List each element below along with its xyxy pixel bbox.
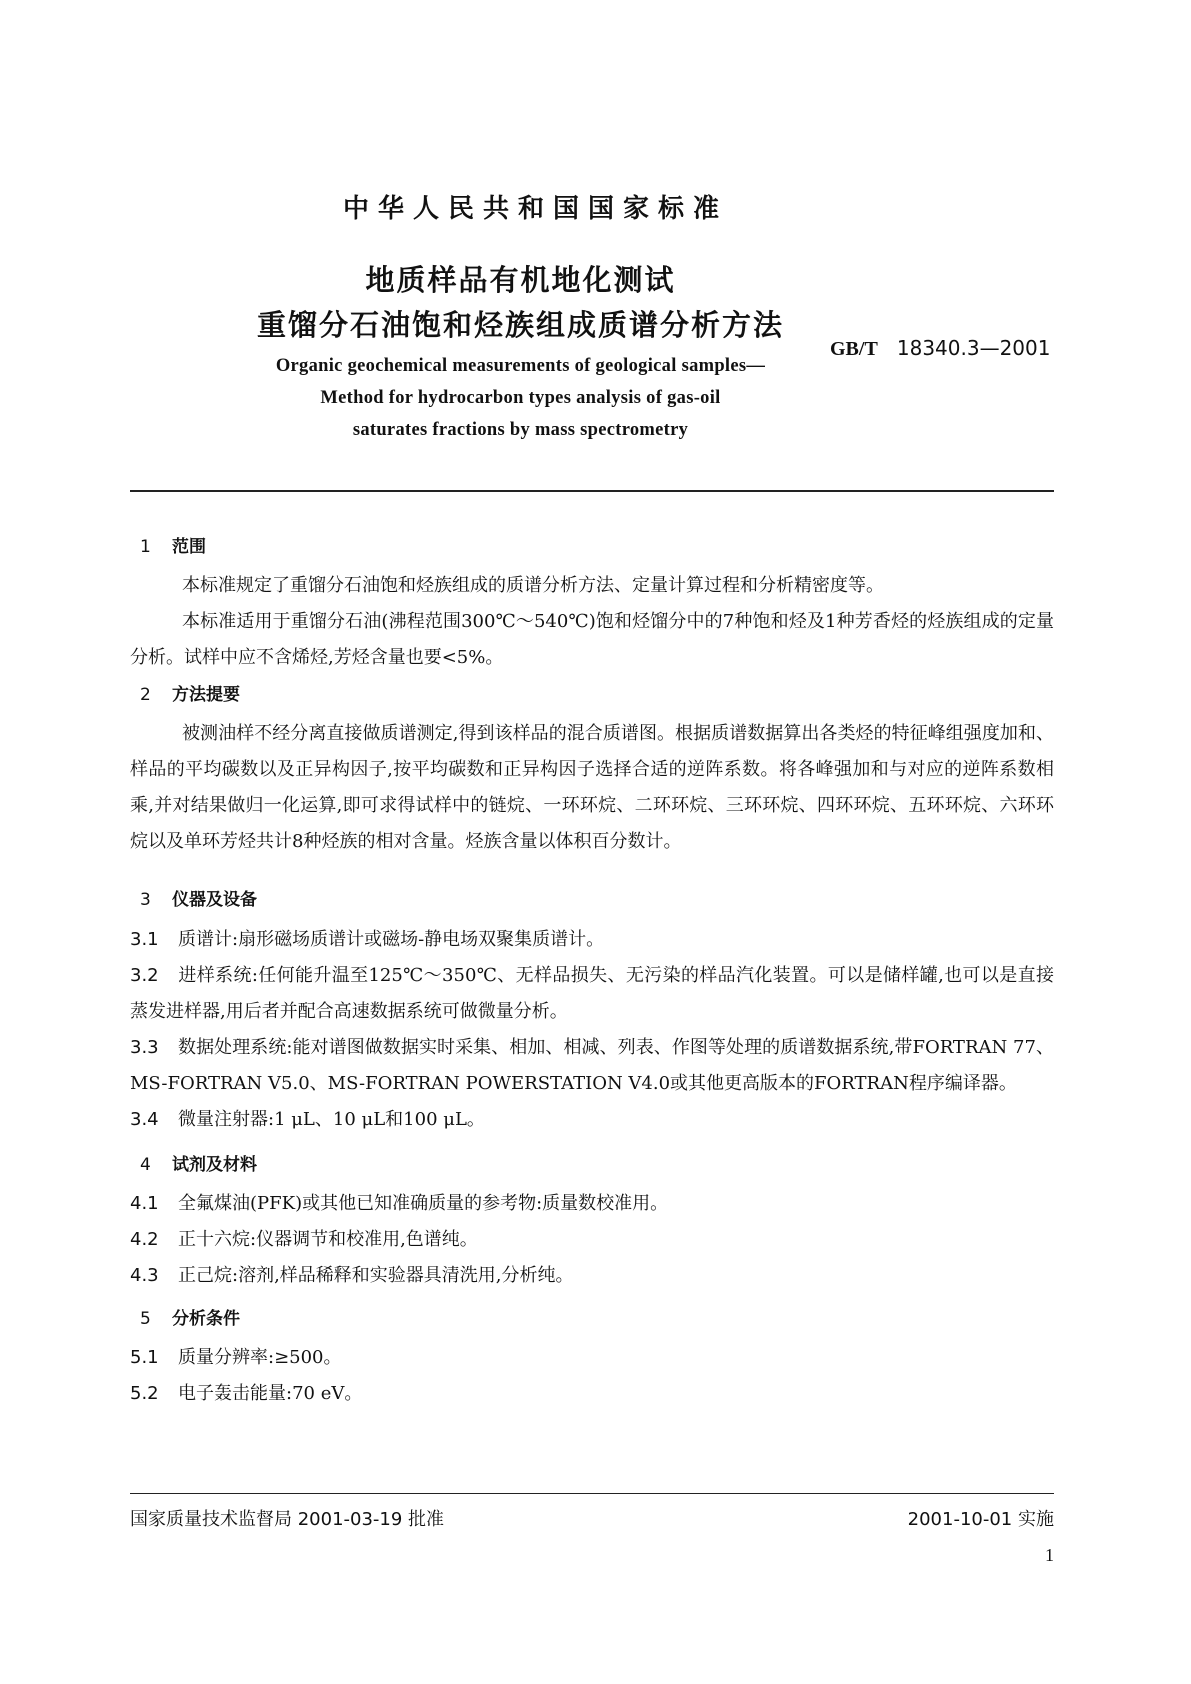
clause-number: 3.3 [130, 1037, 159, 1058]
section-number: 4 [140, 1155, 151, 1175]
page-number: 1 [1045, 1545, 1054, 1565]
section-title: 方法提要 [172, 685, 240, 705]
title-en-line2: Method for hydrocarbon types analysis of gas-oil [320, 388, 721, 408]
section-title: 分析条件 [172, 1309, 240, 1329]
clause-3-1 [130, 922, 1054, 958]
clause-3-4 [130, 1102, 1054, 1138]
section-3-heading [140, 885, 257, 910]
title-en-line1: Organic geochemical measurements of geological samples— [275, 356, 766, 376]
section-4-heading [140, 1150, 257, 1175]
clause-number: 3.2 [130, 965, 159, 986]
section-1-heading [140, 532, 206, 557]
section-number: 5 [140, 1309, 151, 1329]
section-2-heading [140, 680, 240, 705]
clause-4-3 [130, 1258, 1054, 1294]
clause-number: 4.3 [130, 1265, 159, 1286]
section-5-heading [140, 1304, 240, 1329]
clause-text: 质谱计:扇形磁场质谱计或磁场-静电场双聚集质谱计。 [178, 929, 605, 950]
title-en-line3: saturates fractions by mass spectrometry [352, 420, 689, 440]
section-number: 3 [140, 890, 151, 910]
clause-number: 3.1 [130, 929, 159, 950]
clause-5-2 [130, 1376, 1054, 1412]
section-1-paragraph-2: 本标准适用于重馏分石油(沸程范围300℃～540℃)饱和烃馏分中的7种饱和烃及1种芳香烃的烃族组成的定量分析。试样中应不含烯烃,芳烃含量也要<5%。 [130, 611, 1054, 668]
clause-number: 5.2 [130, 1383, 159, 1404]
clause-number: 4.1 [130, 1193, 159, 1214]
section-title: 试剂及材料 [172, 1155, 257, 1175]
clause-text: 电子轰击能量:70 eV。 [178, 1383, 363, 1404]
header-divider [130, 490, 1054, 492]
clause-text: 正己烷:溶剂,样品稀释和实验器具清洗用,分析纯。 [178, 1265, 574, 1286]
section-number: 1 [140, 537, 151, 557]
title-cn-line2: 重馏分石油饱和烃族组成质谱分析方法 [256, 308, 784, 342]
title-cn-line1: 地质样品有机地化测试 [365, 263, 676, 297]
clause-4-2 [130, 1222, 1054, 1258]
clause-text: 正十六烷:仪器调节和校准用,色谱纯。 [178, 1229, 478, 1250]
clause-text: 数据处理系统:能对谱图做数据实时采集、相加、相减、列表、作图等处理的质谱数据系统,带FORTRAN 77、MS-FORTRAN V5.0、MS-FORTRAN POWERSTATION V4.0或其他更高版本的FORTRAN程序编译器。 [130, 1037, 1054, 1094]
section-number: 2 [140, 685, 151, 705]
clause-number: 4.2 [130, 1229, 159, 1250]
clause-text: 进样系统:任何能升温至125℃～350℃、无样品损失、无污染的样品汽化装置。可以是储样罐,也可以是直接蒸发进样器,用后者并配合高速数据系统可做微量分析。 [130, 965, 1054, 1022]
code-number: 18340.3—2001 [896, 336, 1051, 360]
clause-text: 质量分辨率:≥500。 [178, 1347, 342, 1368]
effective-date: 2001-10-01 实施 [907, 1509, 1054, 1530]
clause-number: 5.1 [130, 1347, 159, 1368]
section-title: 仪器及设备 [172, 890, 257, 910]
clause-3-2 [130, 958, 1054, 1030]
clause-4-1 [130, 1186, 1054, 1222]
section-1-paragraph-1: 本标准规定了重馏分石油饱和烃族组成的质谱分析方法、定量计算过程和分析精密度等。 [182, 575, 884, 596]
clause-5-1 [130, 1340, 1054, 1376]
clause-number: 3.4 [130, 1109, 159, 1130]
clause-text: 全氟煤油(PFK)或其他已知准确质量的参考物:质量数校准用。 [178, 1193, 669, 1214]
clause-3-3 [130, 1030, 1054, 1102]
approval-statement: 国家质量技术监督局 2001-03-19 批准 [130, 1509, 445, 1530]
section-title: 范围 [172, 537, 206, 557]
code-prefix: GB/T [830, 338, 878, 360]
section-2-paragraph-1: 被测油样不经分离直接做质谱测定,得到该样品的混合质谱图。根据质谱数据算出各类烃的特征峰组强度加和、样品的平均碳数以及正异构因子,按平均碳数和正异构因子选择合适的逆阵系数。将各峰强加和与对应的逆阵系数相乘,并对结果做归一化运算,即可求得试样中的链烷、一环环烷、二环环烷、三环环烷、四环环烷、五环环烷、六环环烷以及单环芳烃共计8种烃族的相对含量。烃族含量以体积百分数计。 [130, 723, 1054, 852]
footer-divider [130, 1493, 1054, 1494]
national-standard-heading: 中华人民共和国国家标准 [342, 194, 728, 224]
clause-text: 微量注射器:1 μL、10 μL和100 μL。 [178, 1109, 485, 1130]
